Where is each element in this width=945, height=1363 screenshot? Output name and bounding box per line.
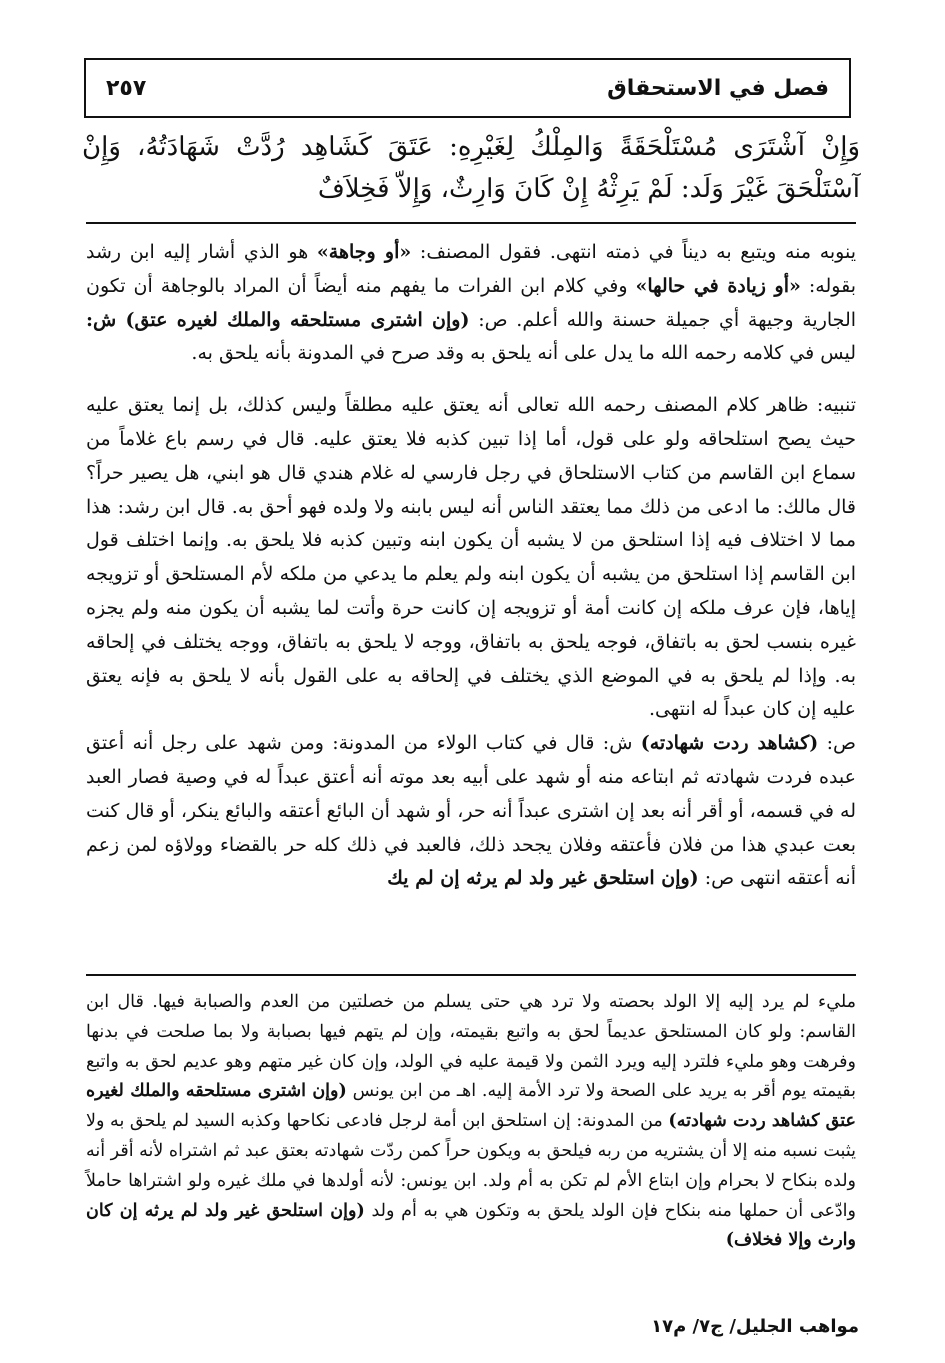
- footnote-text: [86, 988, 856, 1256]
- sharh-paragraph-2: تنبيه: ظاهر كلام المصنف رحمه الله تعالى أنه يعتق عليه مطلقاً وليس كذلك، بل إنما يعتق عليه حيث يصح استلحاقه ولو على قول، أما إذا تبين كذبه فلا يعتق عليه. قال في رسم باع غلاماً من سماع ابن القاسم من كتاب الاستلحاق في رجل فارسي له غلام هندي قال هو ابني، هل يصير حراً؟ قال مالك: ما ادعى من ذلك مما يعتقد الناس أنه ليس بابنه ولا ولده فهو أحق به. قال ابن رشد: هذا مما لا اختلاف فيه إذا استلحق من لا يشبه أن يكون ابنه وتبين كذبه فلا يلحق به. وإنما اختلف قول ابن القاسم إذا استلحق من يشبه أن يكون ابنه ولم يعلم ما يدعي من ملكه لأم المستلحق أو تزويجه إياها، فإن عرف ملكه إن كانت أمة أو تزويجه إن كانت حرة وأتت لما يشبه أن يكون منه ولم يجزه غيره بنسب لحق به باتفاق، فوجه يلحق به باتفاق، ووجه لا يلحق به باتفاق، ووجه يختلف في إلحاقه به. وإذا لم يلحق به في الموضع الذي يختلف في إلحاقه به على القول بأنه لا يلحق به فإنه يعتق عليه إن كان عبداً له انتهى.: [86, 394, 856, 721]
- running-header: [84, 58, 851, 118]
- divider-line: [86, 222, 856, 224]
- page-number: ٢٥٧: [106, 75, 147, 101]
- divider-line: [86, 974, 856, 976]
- footnote-paragraph: مليء لم يرد إليه إلا الولد بحصته ولا ترد هي حتى يسلم من خصلتين من العدم والصبابة فيها. قال ابن القاسم: ولو كان المستلحق عديماً لحق به واتبع بقيمته، وإن لم يتهم فيها بصبابة ولا بما صلحت في بدنها وفرهت وهو مليء فلترد إليه ويرد الثمن ولا قيمة عليه في الولد، وإن كان غير متهم وهو عديم لحق به واتبع بقيمته يوم أقر به يريد على الصحة ولا ترد الأمة إليه. اهـ من ابن يونس (وإن اشترى مستلحقه والملك لغيره عتق كشاهد ردت شهادته) من المدونة: إن استلحق ابن أمة لرجل فادعى نكاحها وكذبه السيد لم يلحق به ولا يثبت نسبه منه إلا أن يشتريه من ربه فيلحق به ويكون حراً كمن ردّت شهادته بعتق عبد ثم اشتراه لأنه أقر أنه ولده بنكاح لا بحرام وإن ابتاع الأم لم تكن به أم ولد. ابن يونس: لأنه أولدها في ملك غيره ولو اشتراها حاملاً وادّعى أن حملها منه بنكاح فإن الولد يلحق به وتكون هي به أم ولد (وإن استلحق غير ولد لم يرثه إن كان وارث وإلا فخلاف): [86, 992, 857, 1251]
- sharh-paragraph-3: ص: (كشاهد ردت شهادته) ش: قال في كتاب الولاء من المدونة: ومن شهد على رجل أنه أعتق عبده فردت شهادته ثم ابتاعه منه أو شهد على أبيه بعد موته أنه أعتق عبداً له في وصية فصار العبد له في قسمه، أو أقر أنه بعد إن اشترى عبداً أنه حر، أو شهد أن البائع أعتقه والبائع ينكر، أو قال كنت بعت عبدي هذا من فلان فأعتقه وفلان يجحد ذلك، فالعبد في ذلك كله حر بالقضاء وولاؤه لمن زعم أنه أعتقه انتهى ص: (وإن استلحق غير ولد لم يرثه إن لم يك: [86, 732, 856, 890]
- matn-text: [82, 126, 860, 210]
- page-footer: مواهب الجليل/ ج٧/ م١٧: [651, 1316, 859, 1337]
- sharh-text: [86, 236, 856, 896]
- matn-paragraph: وَإِنْ آشْتَرَى مُسْتَلْحَقَةً وَالمِلْكُ لِغَيْرِهِ: عَتَقَ كَشَاهِد رُدَّتْ شَهَادَتُهُ، وَإِنْ آسْتَلْحَقَ غَيْرَ وَلَد: لَمْ يَرِثْهُ إِنْ كَانَ وَارِثٌ، وَإِلاّ فَخِلاَفٌ: [82, 132, 860, 204]
- paragraph-gap: [86, 371, 856, 389]
- sharh-paragraph-1: ينوبه منه ويتبع به ديناً في ذمته انتهى. فقول المصنف: «أو وجاهة» هو الذي أشار إليه ابن رشد بقوله: «أو زيادة في حالها» وفي كلام ابن الفرات ما يفهم منه أيضاً أن المراد بالوجاهة أن تكون الجارية وجيهة أي جميلة حسنة والله أعلم. ص: (وإن اشترى مستلحقه والملك لغيره عتق) ش: ليس في كلامه رحمه الله ما يدل على أنه يلحق به وقد صرح في المدونة بأنه يلحق به.: [86, 241, 857, 365]
- chapter-title: فصل في الاستحقاق: [607, 75, 829, 101]
